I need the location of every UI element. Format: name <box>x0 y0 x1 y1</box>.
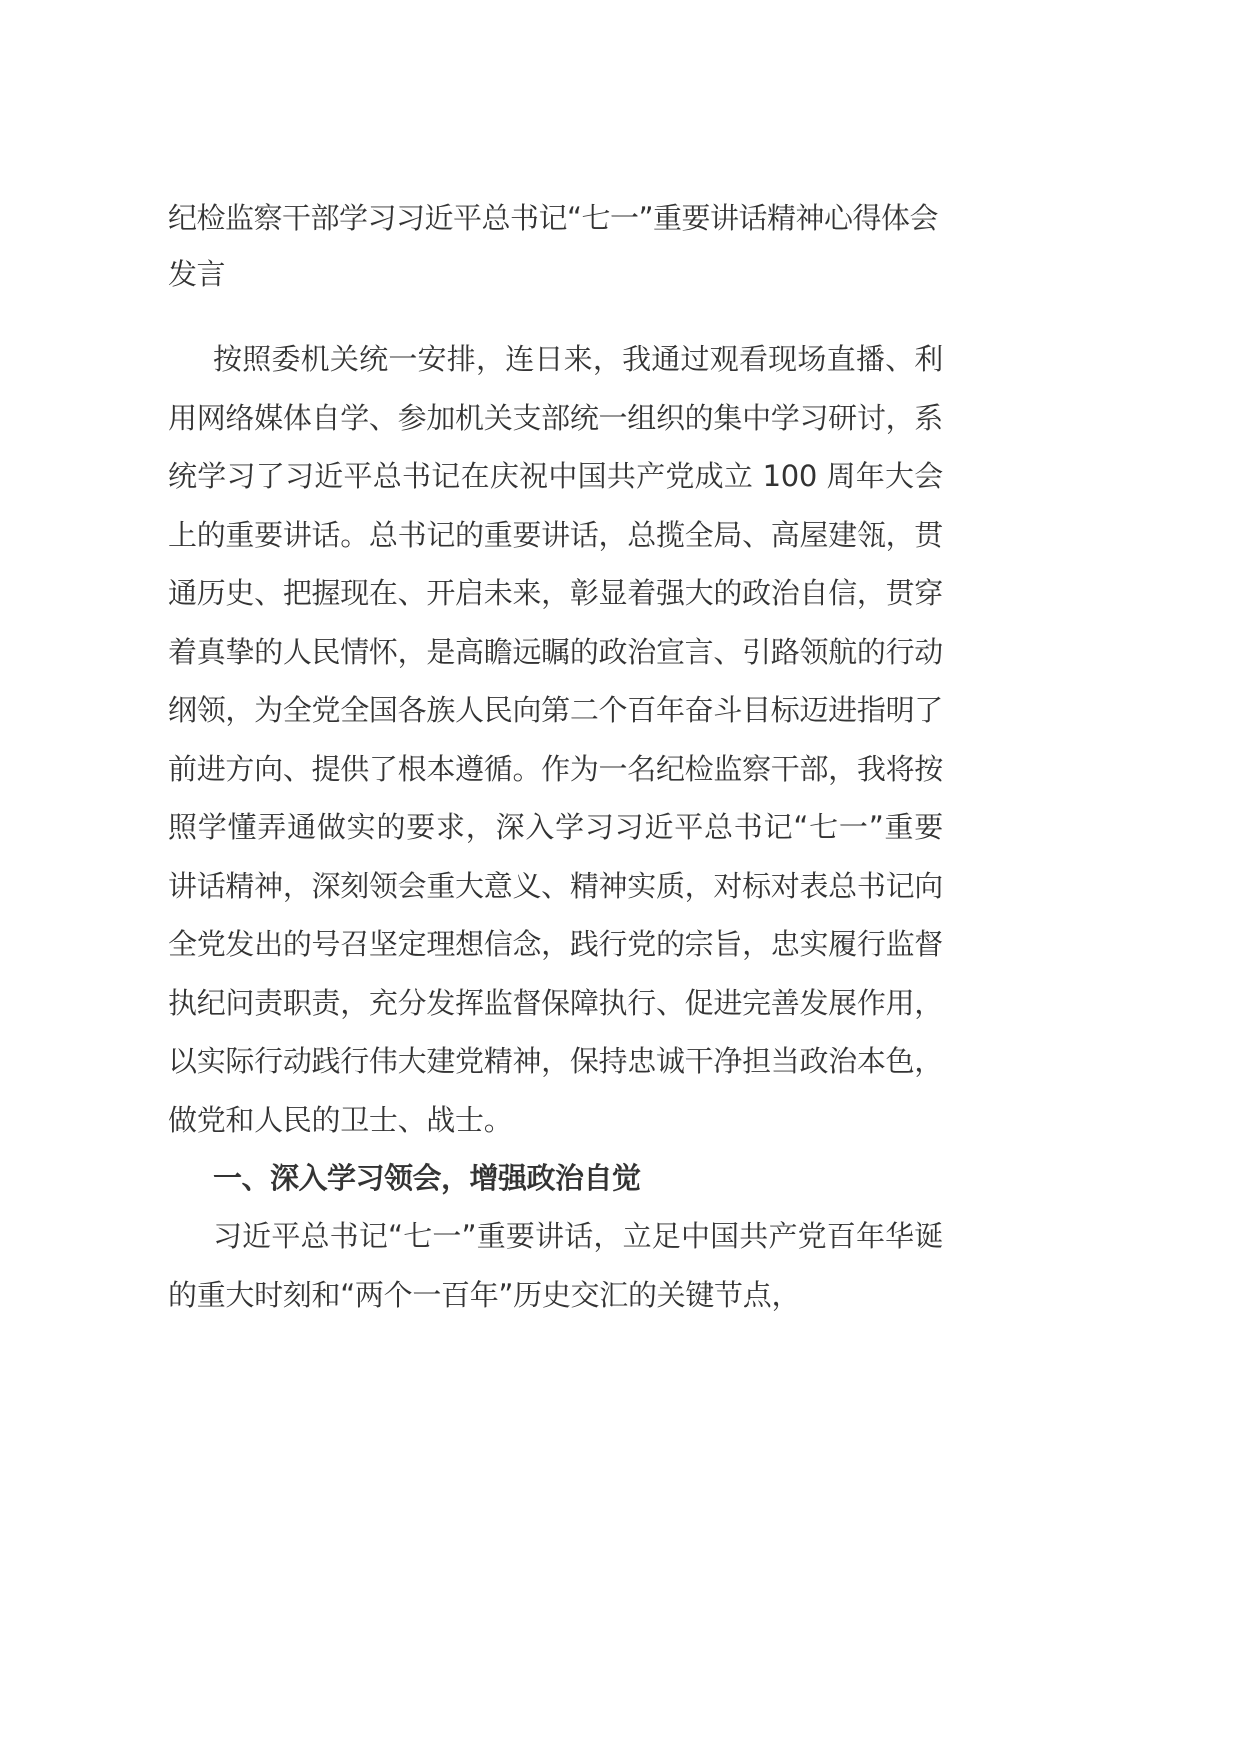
document-title: 纪检监察干部学习习近平总书记“七一”重要讲话精神心得体会发言 <box>168 201 939 291</box>
section-paragraph: 习近平总书记“七一”重要讲话，立足中国共产党百年华诞的重大时刻和“两个一百年”历史交汇的关键节点， <box>168 1219 943 1312</box>
section-heading: 一、深入学习领会，增强政治自觉 <box>213 1161 641 1195</box>
intro-paragraph: 按照委机关统一安排，连日来，我通过观看现场直播、利用网络媒体自学、参加机关支部统一组织的集中学习研讨，系统学习了习近平总书记在庆祝中国共产党成立 100 周年大会上的重要讲话。总书记的重要讲话，总揽全局、高屋建瓴，贯通历史、把握现在、开启未来，彰显着强大的政治自信，贯穿着真挚的人民情怀，是高瞻远瞩的政治宣言、引路领航的行动纲领，为全党全国各族人民向第二个百年奋斗目标迈进指明了前进方向、提供了根本遵循。作为一名纪检监察干部，我将按照学懂弄通做实的要求，深入学习习近平总书记“七一”重要讲话精神，深刻领会重大意义、精神实质，对标对表总书记向全党发出的号召坚定理想信念，践行党的宗旨，忠实履行监督执纪问责职责，充分发挥监督保障执行、促进完善发展作用，以实际行动践行伟大建党精神，保持忠诚干净担当政治本色，做党和人民的卫士、战士。 <box>168 342 943 1137</box>
document-page <box>168 190 943 1324</box>
